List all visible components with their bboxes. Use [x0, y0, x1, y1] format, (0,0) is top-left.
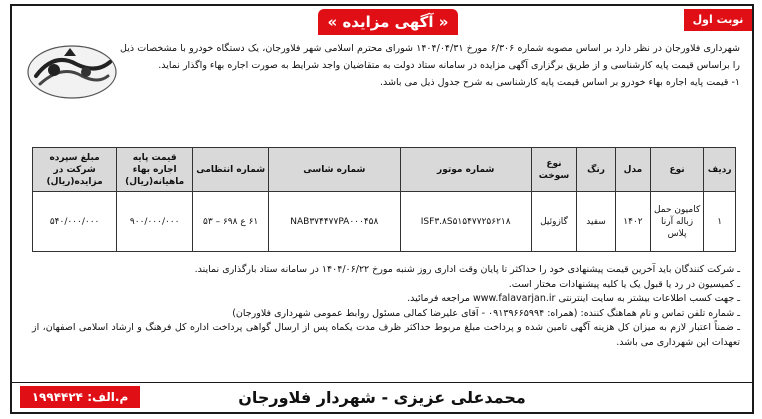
ad-frame [10, 4, 754, 414]
table-row [33, 192, 736, 252]
table-header-row [33, 148, 736, 192]
vehicle-table [32, 147, 736, 252]
ad-code-badge: م.الف: ۱۹۹۴۴۲۴ [20, 386, 140, 408]
col-header-chassis-number: شماره شاسی [269, 148, 400, 192]
cell-fuel: گازوئیل [531, 192, 576, 252]
cell-type: کامیون حمل زباله آرنا پلاس [650, 192, 703, 252]
notes-list [32, 263, 740, 350]
col-header-type: نوع [650, 148, 703, 192]
col-header-plate-number: شماره انتظامی [193, 148, 269, 192]
note-website: ـ جهت کسب اطلاعات بیشتر به سایت اینترنتی www.falavarjan.ir مراجعه فرمائید. [407, 293, 740, 304]
cell-engine-number: ISF۳.۸S۵۱۵۴۷۷۲۵۶۲۱۸ [400, 192, 531, 252]
col-header-color: رنگ [577, 148, 616, 192]
cell-row-number: ۱ [704, 192, 736, 252]
ad-title-banner: « آگهی مزایده » [318, 9, 458, 35]
col-header-deposit: مبلغ سپرده شرکت در مزایده(ریال) [33, 148, 117, 192]
cell-color: سفید [577, 192, 616, 252]
cell-chassis-number: NAB۳۷۴۴۷۷PA۰۰۰۴۵۸ [269, 192, 400, 252]
table-caption: ۱- قیمت پایه اجاره بهاء خودرو بر اساس قیمت پایه کارشناسی به شرح جدول ذیل می باشد. [380, 77, 740, 88]
col-header-model: مدل [616, 148, 651, 192]
note-commission: ـ کمیسیون در رد یا قبول یک یا کلیه پیشنهادات مختار است. [508, 278, 740, 290]
signature-line: محمدعلی عزیزی - شهردار فلاورجان [238, 388, 526, 407]
round-badge: نوبت اول [684, 9, 752, 31]
intro-text [120, 40, 740, 91]
footer [12, 382, 752, 412]
note-cost: ـ ضمناً اعتبار لازم به میزان کل هزینه آگهی تامین شده و پرداخت مبلغ مربوط حداکثر ظرف مدت یکماه پس از ارسال گواهی پرداخت اداره کل فرهنگ و ارشاد اسلامی اصفهان، از تعهدات این شهرداری می باشد. [32, 322, 740, 348]
col-header-fuel: نوع سوخت [531, 148, 576, 192]
cell-plate-number: ۶۱ ع ۶۹۸ – ۵۳ [193, 192, 269, 252]
cell-deposit: ۵۴۰/۰۰۰/۰۰۰ [33, 192, 117, 252]
col-header-row-number: ردیف [704, 148, 736, 192]
note-deadline: ـ شرکت کنندگان باید آخرین قیمت پیشنهادی خود را حداکثر تا پایان وقت اداری روز شنبه مورخ ۱۴۰۴/۰۶/۲۲ در سامانه ستاد بارگذاری نمایند. [194, 264, 740, 275]
intro-paragraph: شهرداری فلاورجان در نظر دارد بر اساس مصوبه شماره ۶/۳۰۶ مورخ ۱۴۰۴/۰۴/۳۱ شورای محترم اسلامی شهر فلاورجان، یک دستگاه خودرو با مشخصات ذیل را براساس قیمت پایه کارشناسی و از طریق برگزاری آگهی مزایده در سامانه ستاد دولت به متقاضیان واجد شرایط به صورت اجاره بهاء واگذار نماید. [120, 43, 740, 71]
municipality-logo-icon [24, 42, 120, 102]
col-header-base-rent: قیمت پایه اجاره بهاء ماهیانه(ریال) [117, 148, 193, 192]
col-header-engine-number: شماره موتور [400, 148, 531, 192]
cell-model: ۱۴۰۲ [616, 192, 651, 252]
note-contact: ـ شماره تلفن تماس و نام هماهنگ کننده: (همراه: ۰۹۱۳۹۶۶۵۹۹۴ - آقای علیرضا کمالی مسئول روابط عمومی شهرداری فلاورجان) [232, 307, 740, 319]
cell-base-rent: ۹۰۰/۰۰۰/۰۰۰ [117, 192, 193, 252]
